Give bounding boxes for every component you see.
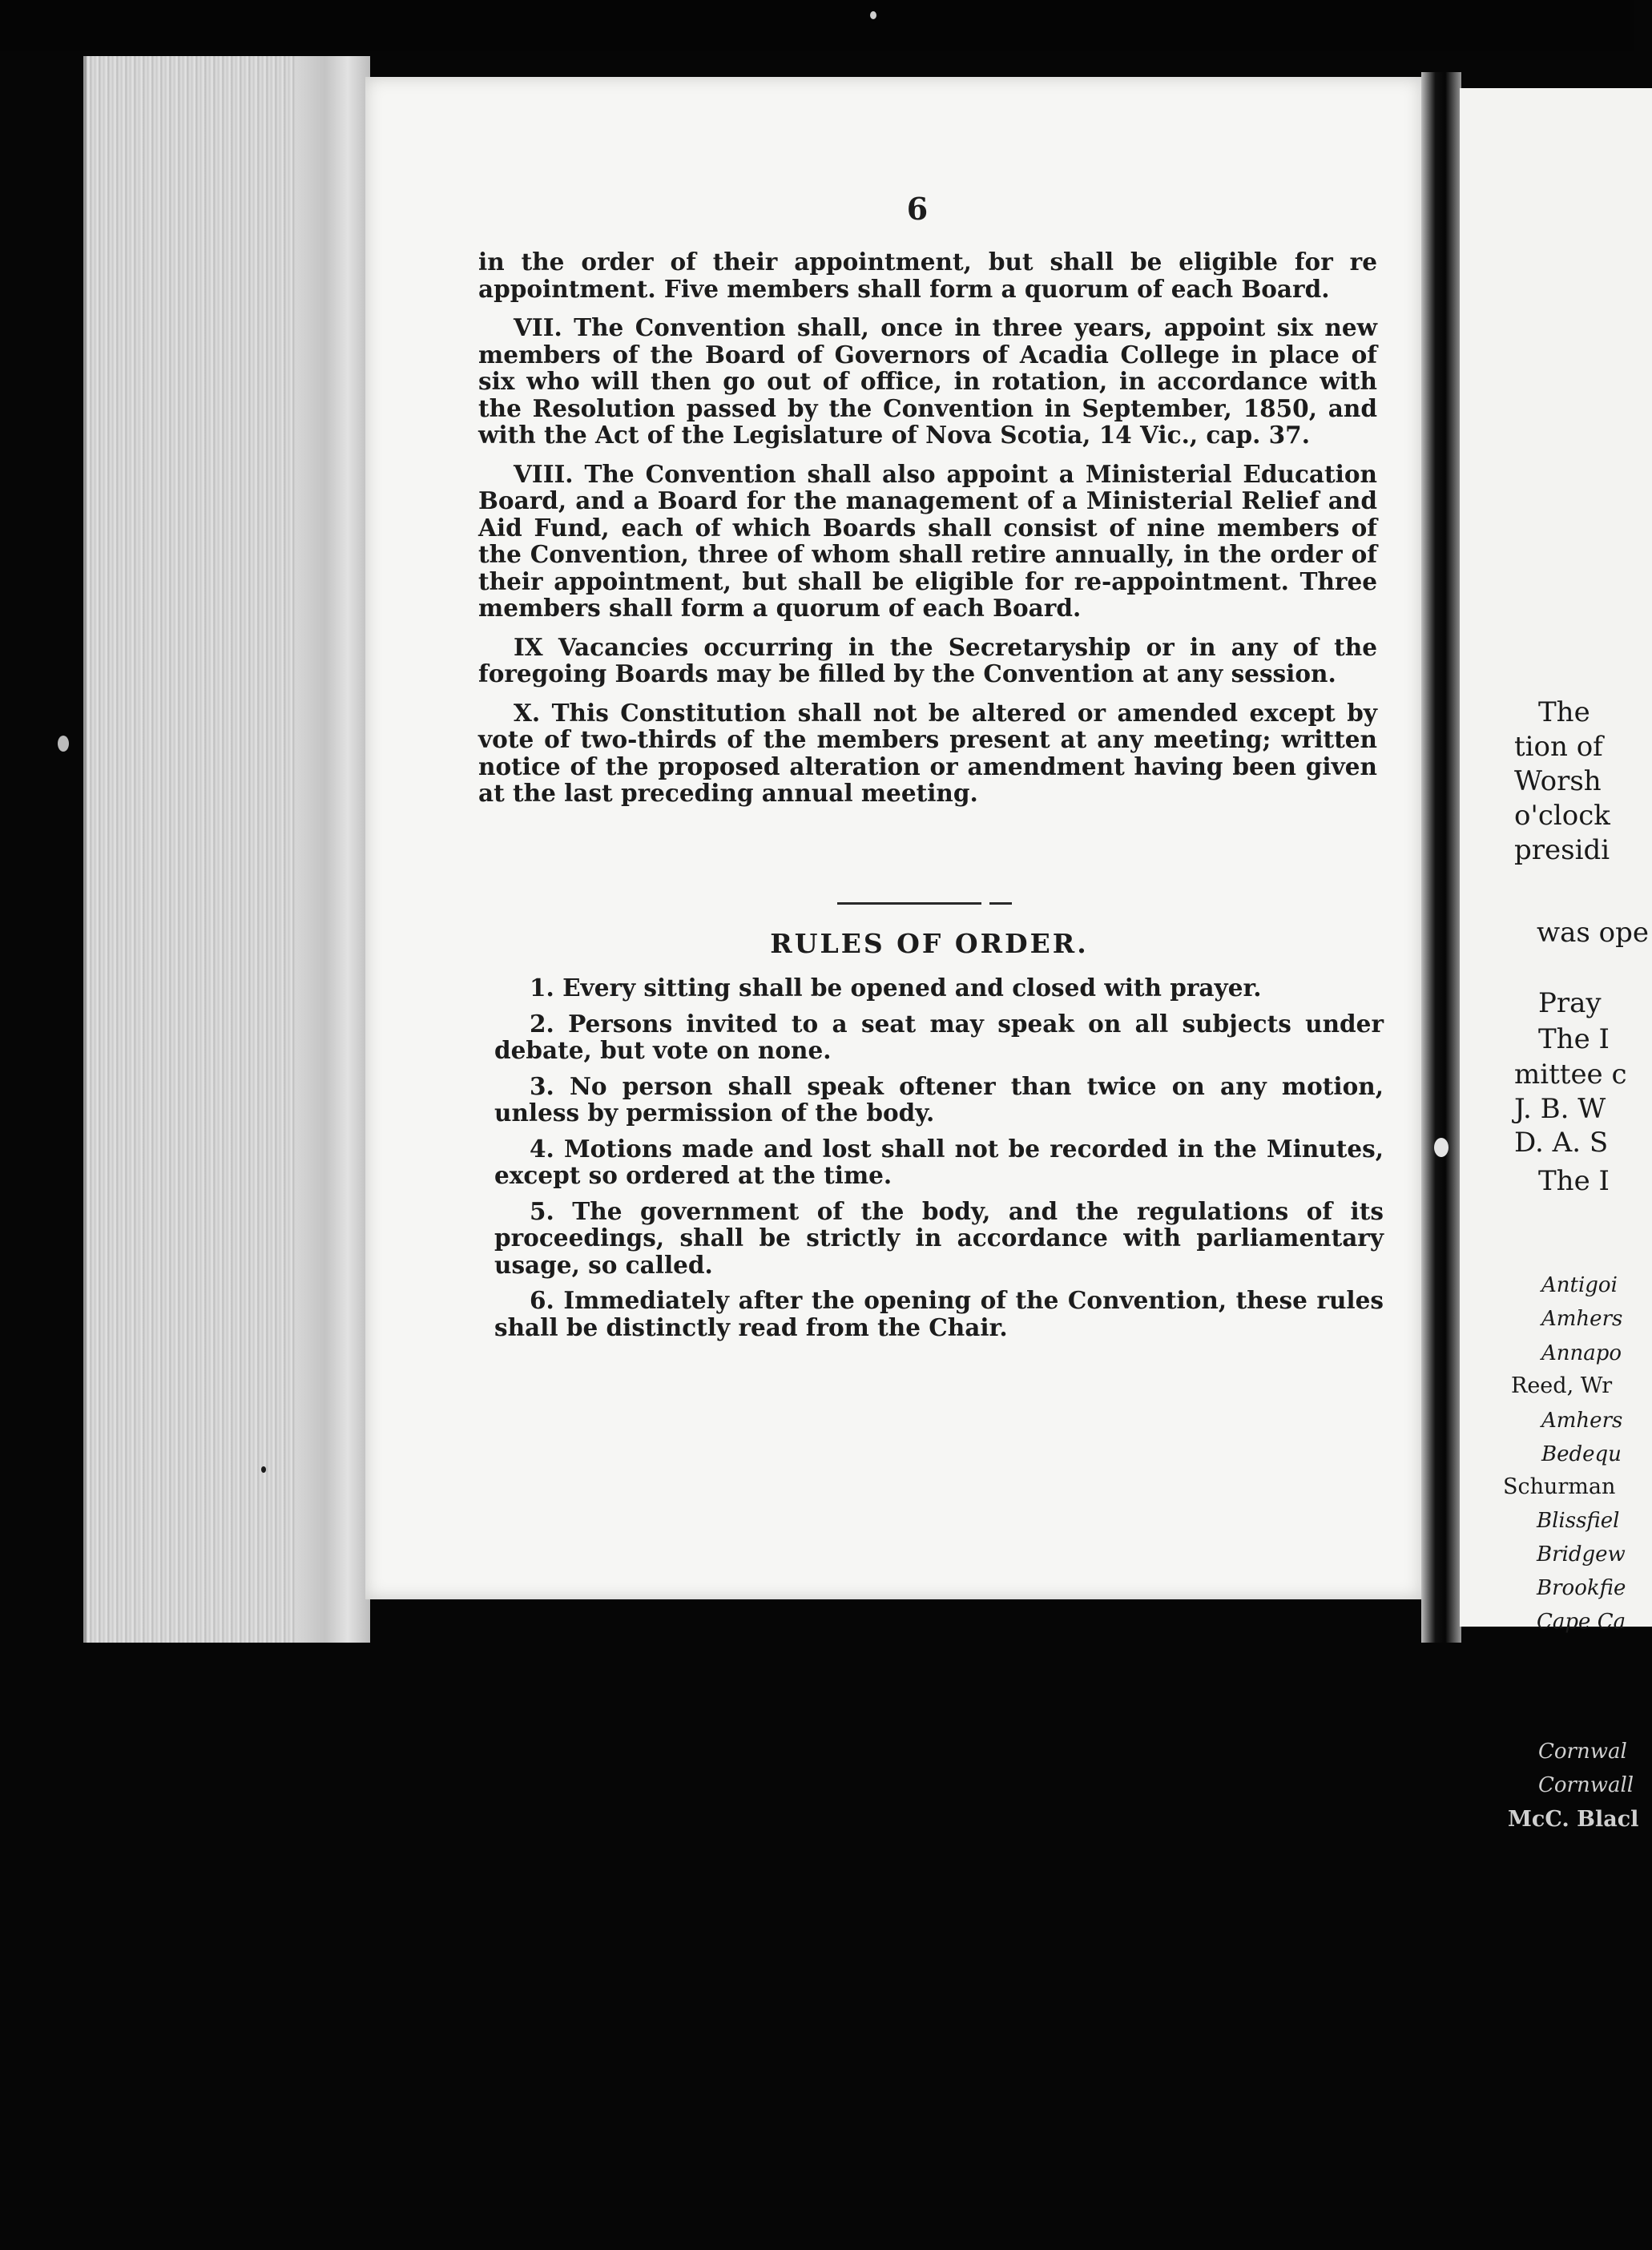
book-gutter: [1421, 72, 1461, 1643]
dust-speck: [870, 11, 876, 19]
right-line: Reed, Wr: [1511, 1373, 1613, 1398]
paragraph-continuation: in the order of their appointment, but shall be eligible for re appointment. Five members shall form a quorum of each Board.: [478, 248, 1377, 303]
right-line: The I: [1538, 1023, 1610, 1055]
dust-speck: [58, 736, 69, 752]
rule-item: 5. The government of the body, and the regulations of its proceedings, shall be strictly in accordance with parliamentary usage, so called.: [494, 1196, 1384, 1279]
right-line: Bridgew: [1537, 1542, 1626, 1567]
right-line: Amhers: [1541, 1409, 1623, 1433]
right-line: Cape Ca: [1537, 1610, 1626, 1634]
right-line: presidi: [1514, 834, 1610, 866]
article-x: X. This Constitution shall not be altered or amended except by vote of two-thirds of the members present at any meeting; written notice of the proposed alteration or amendment having been given at the last preceding annual meeting.: [478, 698, 1377, 807]
right-line: Bedequ: [1541, 1442, 1622, 1466]
right-line: mittee c: [1514, 1058, 1627, 1091]
rule-item: 2. Persons invited to a seat may speak on all subjects under debate, but vote on none.: [494, 1009, 1384, 1064]
rule-item: 3. No person shall speak oftener than twice on any motion, unless by permission of the body.: [494, 1071, 1384, 1127]
right-line: The: [1538, 696, 1590, 728]
right-line: Pray: [1538, 987, 1602, 1019]
article-viii: VIII. The Convention shall also appoint a Ministerial Education Board, and a Board for the management of a Ministerial Relief and Aid Fund, each of which Boards shall consist of nine members of the Convention, three of whom shall retire annually, in the order of their appointment, but shall be eligible for re-appointment. Three members shall form a quorum of each Board.: [478, 459, 1377, 622]
right-line: Antigoi: [1541, 1273, 1618, 1297]
right-line: was ope: [1537, 917, 1649, 949]
right-line: D. A. S: [1514, 1127, 1609, 1159]
scan-background-bottom: [0, 1644, 1634, 2250]
book-page-edges: [83, 56, 370, 1643]
article-vii: VII. The Convention shall, once in three years, appoint six new members of the Board of Governors of Acadia College in place of six who will then go out of office, in rotation, in accordance with the Resolution passed by the Convention in September, 1850, and with the Act of the Legislature of Nova Scotia, 14 Vic., cap. 37.: [478, 313, 1377, 449]
constitution-articles: [478, 248, 1377, 819]
article-ix: IX Vacancies occurring in the Secretaryship or in any of the foregoing Boards may be filled by the Convention at any session.: [478, 632, 1377, 688]
rule-item: 1. Every sitting shall be opened and closed with prayer.: [530, 974, 1262, 1002]
right-line: o'clock: [1514, 800, 1610, 832]
right-line: Blissfiel: [1537, 1509, 1620, 1533]
right-line: McC. Blacl: [1508, 1807, 1639, 1832]
rule-item: 4. Motions made and lost shall not be recorded in the Minutes, except so ordered at the time.: [494, 1134, 1384, 1189]
right-page-overflow-text: [1460, 0, 1652, 2250]
dust-speck: [1434, 1138, 1449, 1157]
right-line: Worsh: [1514, 765, 1602, 797]
right-line: tion of: [1514, 731, 1603, 763]
right-line: Brookfie: [1537, 1576, 1626, 1600]
right-line: Cornwall: [1538, 1773, 1634, 1797]
right-line: Annapo: [1541, 1341, 1622, 1365]
rule-item: 6. Immediately after the opening of the Convention, these rules shall be distinctly read from the Chair.: [494, 1286, 1384, 1341]
right-line: Cornwal: [1538, 1740, 1627, 1764]
dust-speck: [261, 1466, 266, 1473]
rules-of-order-list: [494, 974, 1384, 1349]
scan-background-top: [0, 0, 1634, 51]
right-line: Schurman: [1503, 1474, 1616, 1499]
section-divider: [837, 902, 981, 905]
right-line: Amhers: [1541, 1307, 1623, 1331]
right-line: The I: [1538, 1165, 1610, 1197]
right-line: J. B. W: [1514, 1093, 1606, 1125]
rules-heading: RULES OF ORDER.: [770, 928, 1089, 959]
page-number: 6: [906, 191, 929, 227]
